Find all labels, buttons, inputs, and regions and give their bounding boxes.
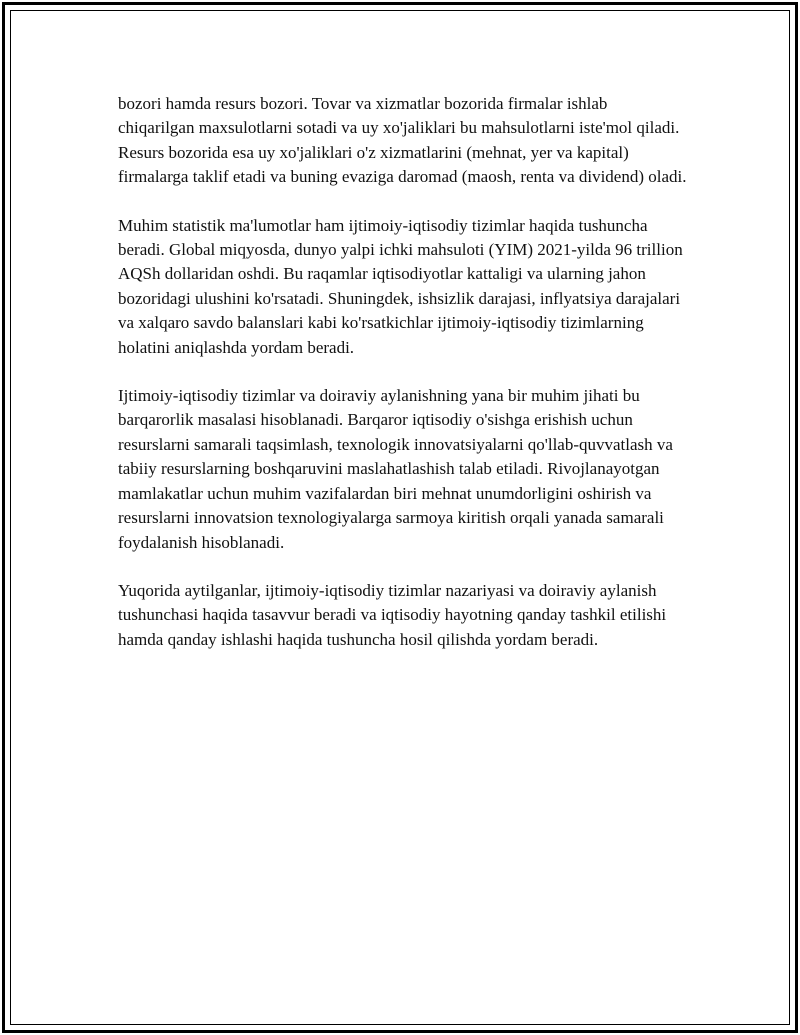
paragraph-2: Muhim statistik ma'lumotlar ham ijtimoiy-iqtisodiy tizimlar haqida tushuncha beradi. Global miqyosda, dunyo yalpi ichki mahsuloti (YIM) 2021-yilda 96 trillion AQSh dollaridan oshdi. Bu raqamlar iqtisodiyotlar kattaligi va ularning jahon bozoridagi ulushini ko'rsatadi. Shuningdek, ishsizlik darajasi, inflyatsiya darajalari va xalqaro savdo balanslari kabi ko'rsatkichlar ijtimoiy-iqtisodiy tizimlarning holatini aniqlashda yordam beradi. xyxy=(118,215,683,357)
paragraph-1: bozori hamda resurs bozori. Tovar va xizmatlar bozorida firmalar ishlab chiqarilgan maxsulotlarni sotadi va uy xo'jaliklari bu mahsulotlarni iste'mol qiladi. Resurs bozorida esa uy xo'jaliklari o'z xizmatlarini (mehnat, yer va kapital) firmalarga taklif etadi va buning evaziga daromad (maosh, renta va dividend) oladi. xyxy=(118,94,687,187)
document-body xyxy=(118,92,688,676)
paragraph-3: Ijtimoiy-iqtisodiy tizimlar va doiraviy aylanishning yana bir muhim jihati bu barqarorlik masalasi hisoblanadi. Barqaror iqtisodiy o'sishga erishish uchun resurslarni samarali taqsimlash, texnologik innovatsiyalarni qo'llab-quvvatlash va tabiiy resurslarning boshqaruvini maslahatlashish talab etiladi. Rivojlanayotgan mamlakatlar uchun muhim vazifalardan biri mehnat unumdorligini oshirish va resurslarni innovatsion texnologiyalarga sarmoya kiritish orqali yanada samarali foydalanish hisoblanadi. xyxy=(118,386,673,552)
paragraph-4: Yuqorida aytilganlar, ijtimoiy-iqtisodiy tizimlar nazariyasi va doiraviy aylanish tushunchasi haqida tasavvur beradi va iqtisodiy hayotning qanday tashkil etilishi hamda qanday ishlashi haqida tushuncha hosil qilishda yordam beradi. xyxy=(118,580,667,649)
